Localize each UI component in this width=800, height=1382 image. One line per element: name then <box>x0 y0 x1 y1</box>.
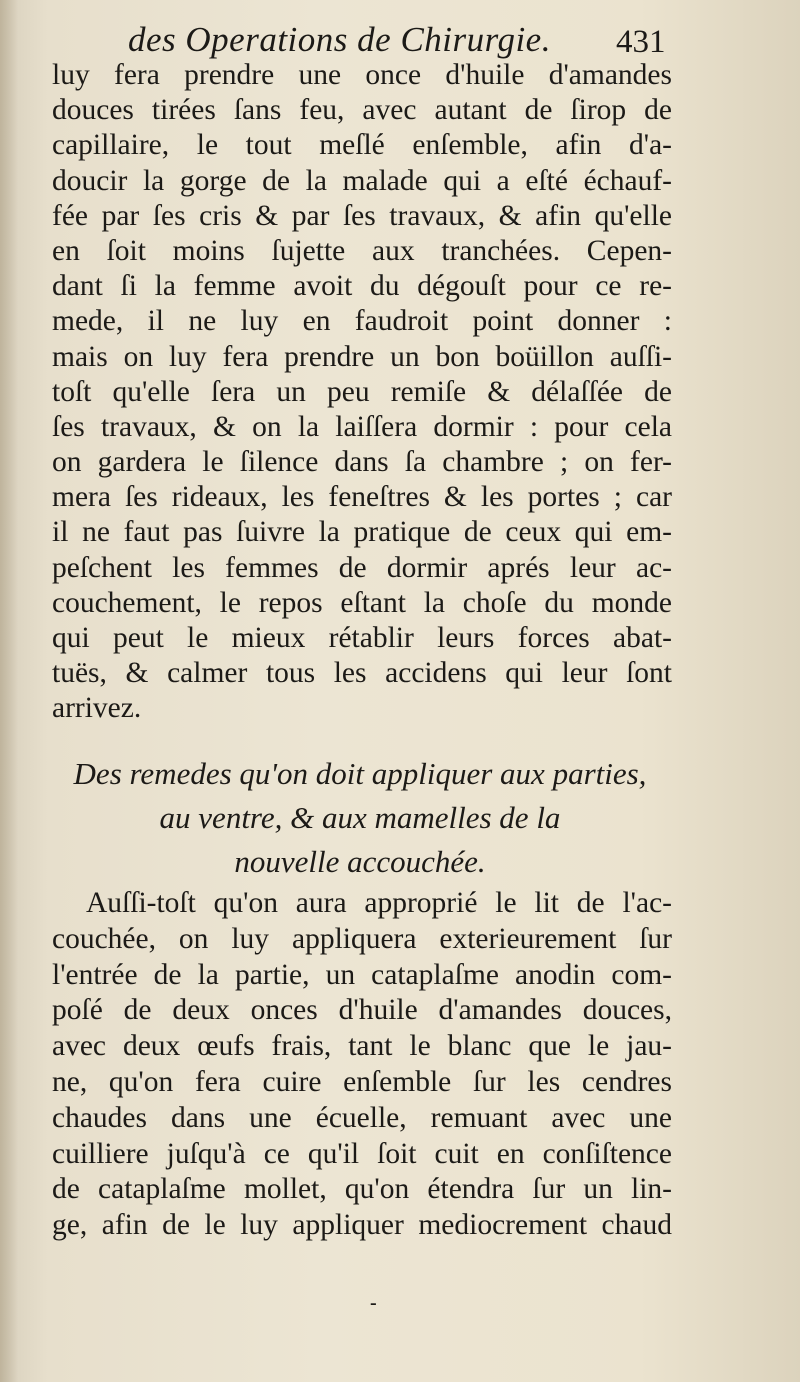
text-line: mede, il ne luy en faudroit point donner : <box>52 305 672 338</box>
text-line: l'entrée de la partie, un cataplaſme anodin com- <box>52 958 672 991</box>
text-line: poſé de deux onces d'huile d'amandes douces, <box>52 994 672 1027</box>
running-title: des Operations de Chirurgie. <box>128 20 551 59</box>
text-line: arrivez. <box>52 692 142 725</box>
text-line: fée par ſes cris & par ſes travaux, & afin qu'elle <box>52 199 672 232</box>
section-heading <box>40 752 680 884</box>
catchword-mark: - <box>370 1292 377 1314</box>
text-line: ne, qu'on fera cuire enſemble ſur les cendres <box>52 1065 672 1098</box>
heading-line: Des remedes qu'on doit appliquer aux parties, <box>73 756 647 791</box>
page-header <box>0 12 800 62</box>
page-number: 431 <box>616 24 666 60</box>
text-line: chaudes dans une écuelle, remuant avec une <box>52 1101 672 1134</box>
text-line: mais on luy fera prendre un bon boüillon auſſi- <box>52 340 672 373</box>
text-line: luy fera prendre une once d'huile d'amandes <box>52 59 672 91</box>
body-paragraph-2 <box>52 886 672 1244</box>
text-line: dant ſi la femme avoit du dégouſt pour ce re- <box>52 270 672 303</box>
text-line: ge, afin de le luy appliquer mediocrement chaud <box>52 1209 672 1242</box>
text-line: en ſoit moins ſujette aux tranchées. Cepen- <box>52 234 672 267</box>
text-line: tuës, & calmer tous les accidens qui leur ſont <box>52 657 672 690</box>
text-line: peſchent les femmes de dormir aprés leur ac- <box>52 551 672 584</box>
text-line: toſt qu'elle ſera un peu remiſe & délaſſée de <box>52 375 672 408</box>
text-line: avec deux œufs frais, tant le blanc que le jau- <box>52 1030 672 1063</box>
text-line: Auſſi-toſt qu'on aura approprié le lit de l'ac- <box>86 887 672 919</box>
text-line: mera ſes rideaux, les feneſtres & les portes ; car <box>52 481 672 514</box>
text-line: ſes travaux, & on la laiſſera dormir : pour cela <box>52 410 672 443</box>
text-line: de cataplaſme mollet, qu'on étendra ſur un lin- <box>52 1173 672 1206</box>
text-line: doucir la gorge de la malade qui a eſté échauf- <box>52 164 672 197</box>
text-line: cuilliere juſqu'à ce qu'il ſoit cuit en conſiſtence <box>52 1137 672 1170</box>
text-line: il ne faut pas ſuivre la pratique de ceux qui em- <box>52 516 672 549</box>
text-line: couchement, le repos eſtant la choſe du monde <box>52 586 672 619</box>
text-line: couchée, on luy appliquera exterieurement ſur <box>52 922 672 955</box>
heading-line: au ventre, & aux mamelles de la <box>159 800 561 835</box>
heading-line: nouvelle accouchée. <box>234 844 486 879</box>
body-paragraph-1 <box>52 58 672 727</box>
text-line: qui peut le mieux rétablir leurs forces abat- <box>52 622 672 654</box>
text-line: on gardera le ſilence dans ſa chambre ; on fer- <box>52 446 672 479</box>
text-line: capillaire, le tout meſlé enſemble, afin d'a- <box>52 129 672 162</box>
text-line: douces tirées ſans feu, avec autant de ſirop de <box>52 94 672 127</box>
